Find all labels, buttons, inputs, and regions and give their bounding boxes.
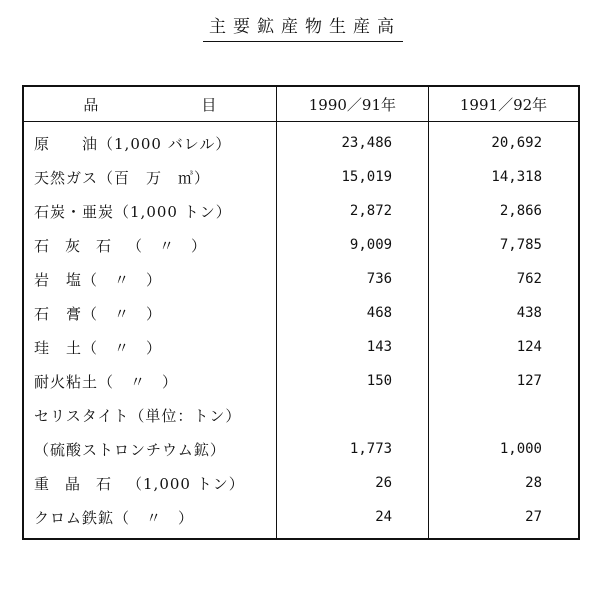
item-unit: （ 〃 ）: [82, 270, 163, 289]
value-1991-92: [429, 398, 579, 432]
item-unit: （ 〃 ）: [82, 338, 163, 357]
item-cell: [23, 432, 276, 466]
value-1990-91: 468: [276, 296, 428, 330]
mineral-production-table: [22, 85, 580, 540]
item-unit: （百 万 ㎥）: [98, 168, 211, 187]
item-name: 珪 土: [34, 338, 83, 357]
value-1990-91: 150: [276, 364, 428, 398]
header-year-1991-92: 1991／92年: [429, 86, 579, 122]
value-1990-91: [276, 398, 428, 432]
table-row: [23, 500, 579, 539]
item-cell: [23, 194, 276, 228]
value-1991-92: 127: [429, 364, 579, 398]
value-1991-92: 762: [429, 262, 579, 296]
item-cell: [23, 122, 276, 161]
item-unit: （1,000 トン）: [127, 474, 245, 493]
value-1990-91: 1,773: [276, 432, 428, 466]
page-title: [0, 16, 606, 42]
table-row: [23, 228, 579, 262]
table-row: [23, 432, 579, 466]
item-unit: （ 〃 ）: [127, 236, 208, 255]
value-1991-92: 1,000: [429, 432, 579, 466]
value-1991-92: 14,318: [429, 160, 579, 194]
item-name: 原 油: [34, 134, 99, 153]
item-cell: [23, 262, 276, 296]
value-1990-91: 736: [276, 262, 428, 296]
item-name: （硫酸ストロンチウム鉱）: [34, 440, 226, 459]
item-cell: [23, 296, 276, 330]
item-unit: （1,000 トン）: [114, 202, 232, 221]
item-name: 石灰石: [34, 236, 128, 255]
item-cell: [23, 398, 276, 432]
table-row: [23, 160, 579, 194]
value-1991-92: 7,785: [429, 228, 579, 262]
table-row: [23, 296, 579, 330]
value-1990-91: 15,019: [276, 160, 428, 194]
item-name: 岩 塩: [34, 270, 83, 289]
item-name: 石炭・亜炭: [34, 202, 115, 221]
item-cell: [23, 364, 276, 398]
item-unit: （ 〃 ）: [98, 372, 179, 391]
item-unit: （ 〃 ）: [114, 508, 195, 527]
item-cell: [23, 330, 276, 364]
value-1991-92: 27: [429, 500, 579, 539]
title-text: 主要鉱産物生産高: [203, 16, 403, 42]
item-unit: （1,000 バレル）: [98, 134, 232, 153]
table-row: [23, 466, 579, 500]
item-unit: （単位：トン）: [129, 406, 242, 425]
header-row: [23, 86, 579, 122]
item-cell: [23, 228, 276, 262]
value-1991-92: 438: [429, 296, 579, 330]
value-1990-91: 24: [276, 500, 428, 539]
item-cell: [23, 466, 276, 500]
value-1990-91: 23,486: [276, 122, 428, 161]
value-1990-91: 26: [276, 466, 428, 500]
item-name: 天然ガス: [34, 168, 99, 187]
table-row: [23, 330, 579, 364]
item-cell: [23, 500, 276, 539]
value-1991-92: 20,692: [429, 122, 579, 161]
item-name: クロム鉄鉱: [34, 508, 115, 527]
item-name: 石 膏: [34, 304, 83, 323]
table-row: [23, 122, 579, 161]
item-cell: [23, 160, 276, 194]
value-1991-92: 124: [429, 330, 579, 364]
header-item: 品 目: [23, 86, 276, 122]
item-name: 耐火粘土: [34, 372, 99, 391]
value-1990-91: 2,872: [276, 194, 428, 228]
item-name: セリスタイト: [34, 406, 130, 425]
item-name: 重晶石: [34, 474, 128, 493]
value-1991-92: 2,866: [429, 194, 579, 228]
value-1991-92: 28: [429, 466, 579, 500]
table-row: [23, 364, 579, 398]
table-row: [23, 262, 579, 296]
table-row: [23, 398, 579, 432]
table-row: [23, 194, 579, 228]
value-1990-91: 9,009: [276, 228, 428, 262]
value-1990-91: 143: [276, 330, 428, 364]
header-year-1990-91: 1990／91年: [276, 86, 428, 122]
item-unit: （ 〃 ）: [82, 304, 163, 323]
